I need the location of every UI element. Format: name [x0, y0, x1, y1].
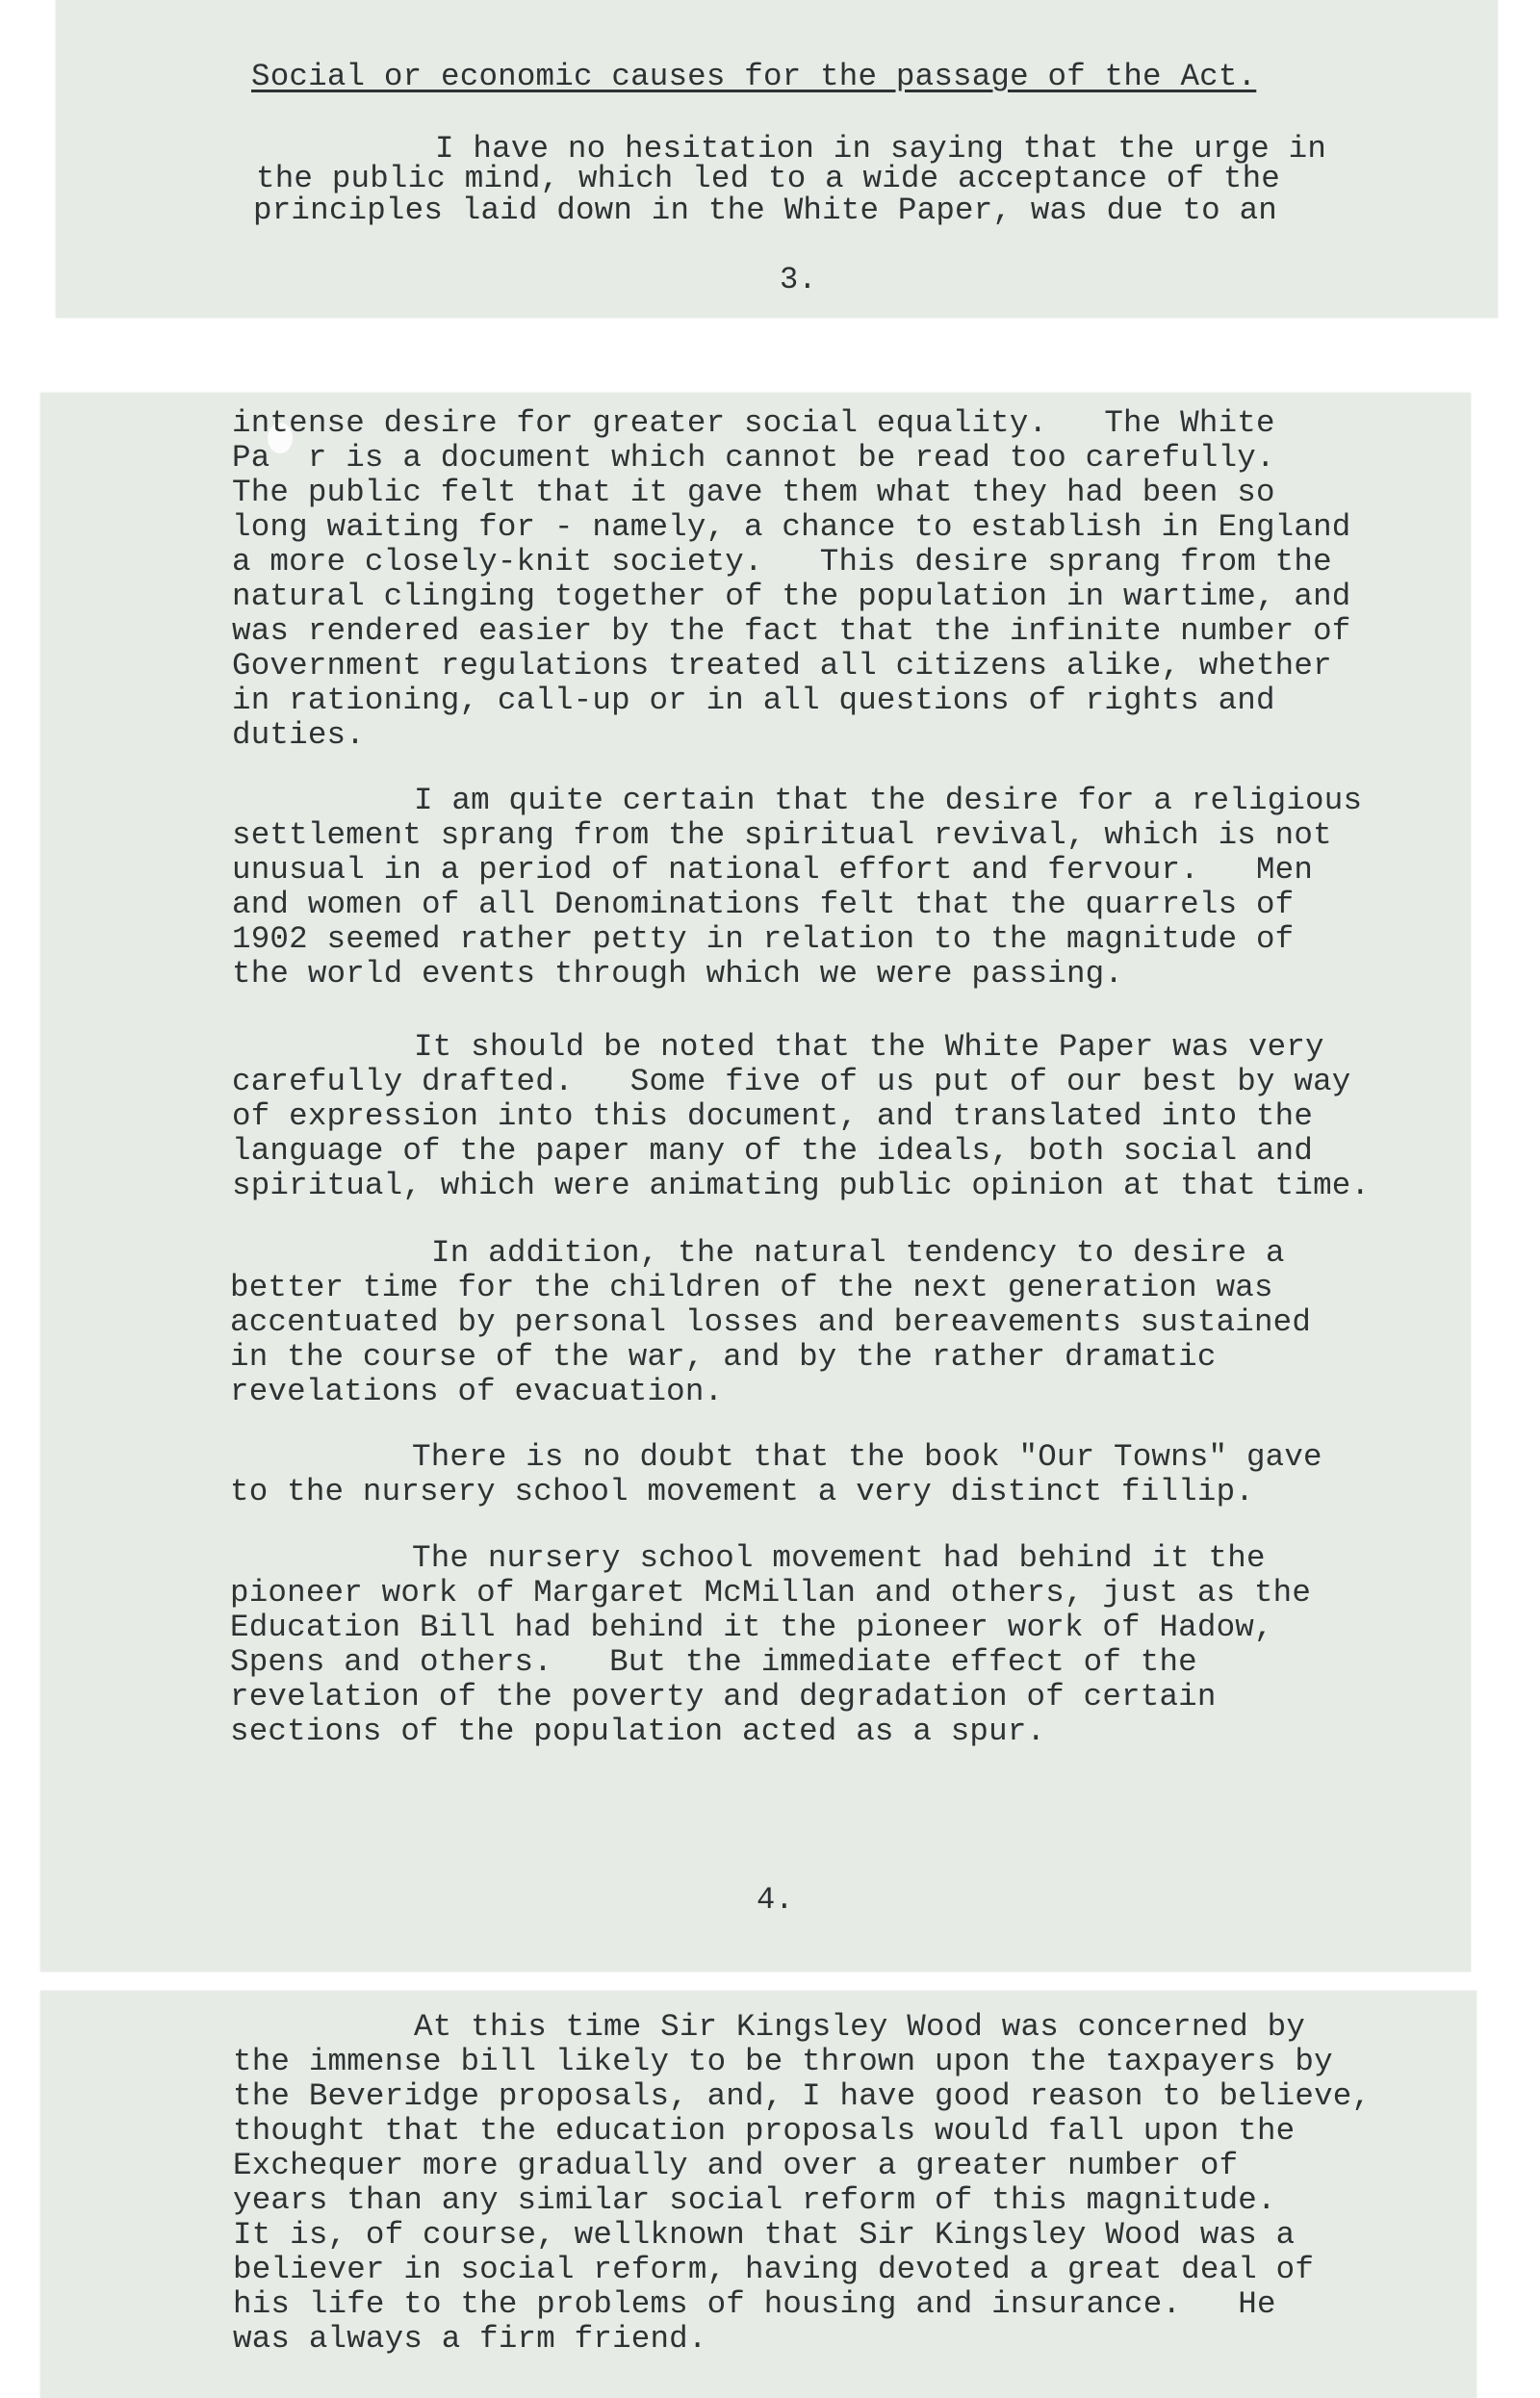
section-heading: Social or economic causes for the passage of the Act.: [251, 59, 1257, 94]
text-line: sections of the population acted as a spur.: [230, 1714, 1046, 1749]
text-line: The nursery school movement had behind it the: [412, 1540, 1266, 1576]
text-line: carefully drafted. Some five of us put of our best by way: [232, 1064, 1351, 1099]
text-line: The public felt that it gave them what they had been so: [232, 475, 1275, 510]
page-3-fragment: [56, 0, 1498, 318]
text-line: language of the paper many of the ideals, both social and: [232, 1133, 1314, 1169]
text-line: the immense bill likely to be thrown upon the taxpayers by: [233, 2044, 1333, 2079]
text-line: principles laid down in the White Paper, was due to an: [253, 193, 1277, 228]
text-line: I am quite certain that the desire for a religious: [414, 783, 1363, 818]
text-line: Education Bill had behind it the pioneer work of Hadow,: [230, 1610, 1273, 1645]
text-line: believer in social reform, having devoted a great deal of: [233, 2252, 1315, 2287]
text-line: revelations of evacuation.: [230, 1374, 724, 1409]
text-line: in rationing, call-up or in all questions of rights and: [232, 683, 1275, 718]
page-4: [40, 393, 1471, 1972]
text-line: accentuated by personal losses and bereavements sustained: [230, 1304, 1312, 1340]
page-number: 4.: [757, 1882, 794, 1918]
text-line: 1902 seemed rather petty in relation to the magnitude of: [232, 921, 1295, 957]
text-line: and women of all Denominations felt that the quarrels of: [232, 887, 1295, 922]
text-line: spiritual, which were animating public opinion at that time.: [232, 1168, 1371, 1203]
text-line: unusual in a period of national effort and fervour. Men: [232, 852, 1314, 888]
page-number: 3.: [780, 262, 817, 297]
text-line: Government regulations treated all citizens alike, whether: [232, 648, 1332, 683]
text-line: thought that the education proposals would fall upon the: [233, 2113, 1296, 2149]
text-line: In addition, the natural tendency to desire a: [431, 1235, 1285, 1271]
text-line: the Beveridge proposals, and, I have good reason to believe,: [233, 2078, 1372, 2114]
text-line: natural clinging together of the population in wartime, and: [232, 579, 1351, 614]
page-5-fragment: [40, 1991, 1476, 2398]
text-line: the world events through which we were passing.: [232, 956, 1124, 992]
text-line: of expression into this document, and translated into the: [232, 1098, 1314, 1134]
text-line: At this time Sir Kingsley Wood was concerned by: [414, 2009, 1306, 2045]
text-line: It is, of course, wellknown that Sir Kingsley Wood was a: [233, 2217, 1296, 2253]
text-line: long waiting for - namely, a chance to establish in England: [232, 509, 1351, 545]
text-line: settlement sprang from the spiritual revival, which is not: [232, 817, 1332, 853]
text-line: better time for the children of the next generation was: [230, 1270, 1273, 1305]
text-line: in the course of the war, and by the rather dramatic: [230, 1339, 1217, 1375]
text-line: duties.: [232, 717, 365, 753]
text-line: was rendered easier by the fact that the infinite number of: [232, 613, 1351, 649]
text-line: There is no doubt that the book "Our Towns" gave: [412, 1439, 1322, 1475]
text-line: years than any similar social reform of this magnitude.: [233, 2182, 1276, 2218]
text-line: Exchequer more gradually and over a greater number of: [233, 2148, 1239, 2183]
text-line: a more closely-knit society. This desire sprang from the: [232, 544, 1332, 580]
text-line: was always a firm friend.: [233, 2321, 707, 2357]
text-line: revelation of the poverty and degradation of certain: [230, 1679, 1217, 1715]
text-line: I have no hesitation in saying that the urge in: [435, 131, 1327, 167]
text-line: Spens and others. But the immediate effect of the: [230, 1644, 1197, 1680]
text-line: to the nursery school movement a very distinct fillip.: [230, 1474, 1254, 1509]
text-line: his life to the problems of housing and insurance. He: [233, 2286, 1276, 2322]
text-line: Pa r is a document which cannot be read too carefully.: [232, 440, 1275, 476]
text-line: pioneer work of Margaret McMillan and others, just as the: [230, 1575, 1312, 1611]
text-line: the public mind, which led to a wide acceptance of the: [256, 161, 1280, 196]
text-line: It should be noted that the White Paper was very: [414, 1029, 1324, 1065]
text-line: intense desire for greater social equality. The White: [232, 405, 1275, 441]
